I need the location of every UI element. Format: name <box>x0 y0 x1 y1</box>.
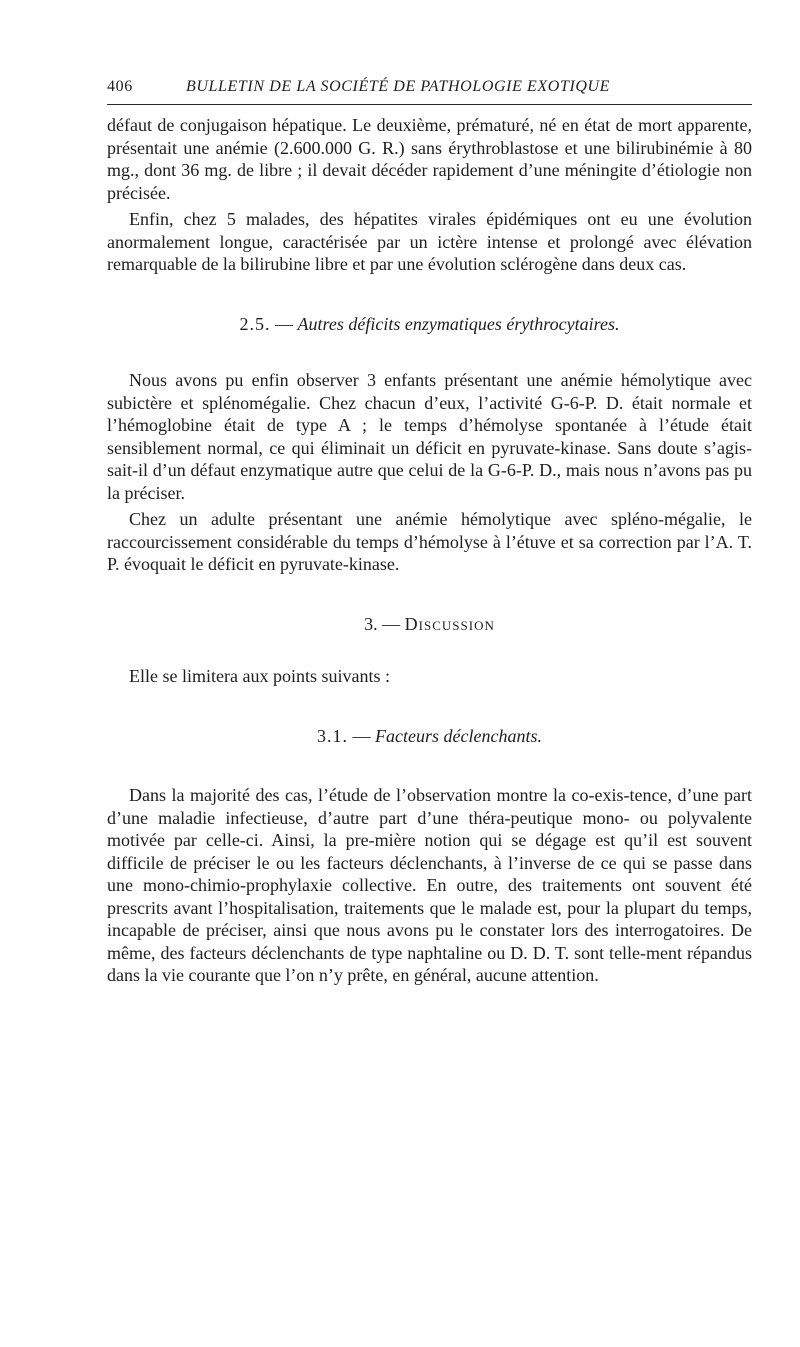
spacer <box>107 276 752 313</box>
paragraph-hepatites: Enfin, chez 5 malades, des hépatites virales épidémiques ont eu une évolution anormalement longue, caractérisée par un ictère intense et prolongé avec élévation remarquable de la bilirubine libre et par une évolution sclérogène dans deux cas. <box>107 209 752 274</box>
heading-number: 3.1. <box>317 725 349 746</box>
section-heading-3-1 <box>107 725 752 748</box>
heading-number: 3. <box>364 613 378 634</box>
heading-title: Discussion <box>404 613 495 634</box>
section-heading-2-5 <box>107 313 752 336</box>
body-text <box>107 114 752 987</box>
paragraph-continuation: défaut de conjugaison hépatique. Le deuxième, prématuré, né en état de mort apparente, présentait une anémie (2.600.000 G. R.) sans érythroblastose et une bilirubinémie à 80 mg., dont 36 mg. de libre ; il devait décéder rapidement d’une méningite d’étiologie non précisée. <box>107 115 752 203</box>
paragraph-enfants: Nous avons pu enfin observer 3 enfants présentant une anémie hémolytique avec subictère et splénomégalie. Chez chacun d’eux, l’activité G-6-P. D. était normale et l’hémoglobine était de type A ; le temps d’hémolyse spontanée à l’étude était sensiblement normal, ce qui éliminait un déficit en pyruvate-kinase. Sans doute s’agis-sait-il d’un défaut enzymatique autre que celui de la G-6-P. D., mais nous n’avons pas pu la préciser. <box>107 370 752 503</box>
spacer <box>107 576 752 613</box>
spacer <box>107 747 752 784</box>
heading-dash: — <box>275 313 294 334</box>
running-title: BULLETIN DE LA SOCIÉTÉ DE PATHOLOGIE EXOTIQUE <box>186 78 611 95</box>
page-number: 406 <box>107 78 133 95</box>
header-rule <box>107 104 752 105</box>
heading-number: 2.5. <box>239 313 271 334</box>
paragraph-adulte: Chez un adulte présentant une anémie hémolytique avec spléno-mégalie, le raccourcissement considérable du temps d’hémolyse à l’étuve et sa correction par l’A. T. P. évoquait le déficit en pyruvate-kinase. <box>107 509 752 574</box>
heading-title: Facteurs déclenchants. <box>375 725 542 746</box>
section-heading-3 <box>107 613 752 636</box>
spacer <box>107 635 752 665</box>
paragraph-limitera: Elle se limitera aux points suivants : <box>129 666 390 686</box>
heading-dash: — <box>352 725 371 746</box>
spacer <box>107 688 752 725</box>
paragraph-majorite: Dans la majorité des cas, l’étude de l’observation montre la co-exis-tence, d’une part d’une maladie infectieuse, d’autre part d’une théra-peutique mono- ou polyvalente motivée par celle-ci. Ainsi, la pre-mière notion qui se dégage est qu’il est souvent difficile de préciser le ou les facteurs déclenchants, à l’inverse de ce qui se passe dans une mono-chimio-prophylaxie collective. En outre, des traitements ont souvent été prescrits avant l’hospitalisation, traitements que le malade est, pour la plupart du temps, incapable de préciser, ainsi que nous avons pu le constater lors des interrogatoires. De même, des facteurs déclenchants de type naphtaline ou D. D. T. sont telle-ment répandus dans la vie courante que l’on n’y prête, en général, aucune attention. <box>107 785 752 985</box>
spacer <box>107 335 752 369</box>
heading-dash: — <box>382 613 401 634</box>
heading-title: Autres déficits enzymatiques érythrocytaires. <box>297 313 620 334</box>
page-header <box>107 78 752 102</box>
